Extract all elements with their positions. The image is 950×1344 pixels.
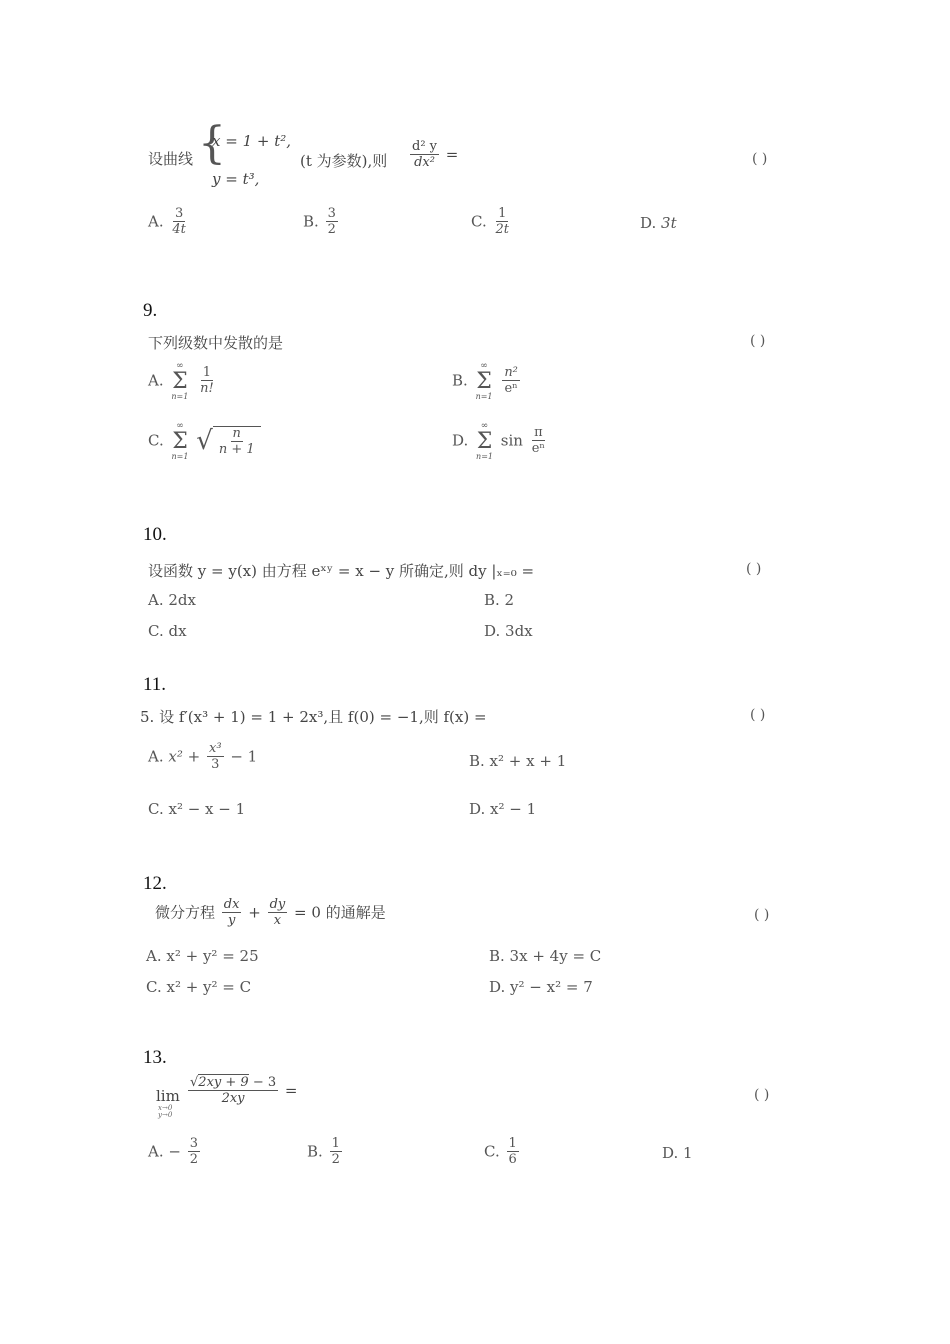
q11-number: 11. (143, 674, 167, 695)
q11-option-c: C. x² − x − 1 (148, 800, 246, 818)
q8-option-b: B. $\frac{3}{2}$ (303, 206, 336, 238)
q11-answer-paren: ( ) (750, 707, 766, 723)
q11-option-b: B. x² + x + 1 (469, 752, 567, 770)
q12-answer-paren: ( ) (754, 907, 770, 923)
q10-option-d: D. 3dx (484, 622, 533, 640)
q13-option-b: B. $\frac{1}{2}$ (307, 1136, 340, 1168)
q10-option-b: B. 2 (484, 591, 515, 609)
q12-number: 12. (143, 873, 167, 894)
q13-lim: lim (156, 1087, 180, 1105)
q10-option-a: A. 2dx (148, 591, 196, 609)
q13-option-d: D. 1 (662, 1144, 693, 1162)
q12-option-b: B. 3x + 4y = C (489, 947, 602, 965)
sum-symbol: ∞ Σ n=1 (476, 421, 493, 461)
q8-derivative: $\frac{\text{d² y}}{\text{dx²}}$ = (412, 139, 459, 171)
q12-stem: 微分方程 $\frac{dx}{y}$ + $\frac{dy}{x}$ = 0 的通解是 (155, 897, 386, 929)
q8-stem-prefix: 设曲线 (148, 150, 194, 168)
q13-expression: $\frac{√2xy + 9 - 3}{2xy}$ = (190, 1075, 298, 1107)
q13-option-c: C. $\frac{1}{6}$ (484, 1136, 517, 1168)
sum-symbol: ∞ Σ n=1 (475, 361, 493, 401)
q13-option-a: A. − $\frac{3}{2}$ (148, 1136, 199, 1168)
q10-number: 10. (143, 524, 167, 545)
q9-option-d: D. ∞ Σ n=1 sin $\frac{\pi}{\text{eⁿ}}$ (452, 421, 546, 461)
q9-stem: 下列级数中发散的是 (148, 334, 284, 352)
sum-symbol: ∞ Σ n=1 (171, 421, 189, 461)
q12-option-a: A. x² + y² = 25 (146, 947, 259, 965)
q8-line2: y = t³, (212, 170, 260, 188)
q8-option-d: D. 3t (640, 214, 677, 232)
q11-option-d: D. x² − 1 (469, 800, 537, 818)
q10-option-c: C. dx (148, 622, 187, 640)
q8-option-a: A. $\frac{3}{4t}$ (148, 206, 186, 238)
q13-answer-paren: ( ) (754, 1087, 770, 1103)
q12-option-c: C. x² + y² = C (146, 978, 252, 996)
q11-option-a: A. x² + $\frac{\text{x³}}{3}$ − 1 (148, 741, 258, 773)
q8-option-c: C. $\frac{1}{2t}$ (471, 206, 509, 238)
q9-number: 9. (143, 300, 158, 321)
q9-option-c: C. ∞ Σ n=1 √ $\frac{n}{n + 1}$ (148, 422, 261, 461)
sum-symbol: ∞ Σ n=1 (171, 361, 189, 401)
q13-lim-sub: x→0 y→0 (158, 1104, 173, 1119)
q12-option-d: D. y² − x² = 7 (489, 978, 593, 996)
q10-stem: 设函数 y = y(x) 由方程 eˣʸ = x − y 所确定,则 dy |ₓ₌₀ = (148, 562, 535, 580)
q9-answer-paren: ( ) (750, 333, 766, 349)
q8-line1: x = 1 + t², (212, 132, 292, 150)
q9-option-a: A. ∞ Σ n=1 $\frac{1}{n!}$ (148, 361, 214, 401)
q11-stem: 5. 设 f′(x³ + 1) = 1 + 2x³,且 f(0) = −1,则 f(x) = (140, 708, 487, 726)
q13-number: 13. (143, 1047, 167, 1068)
q9-option-b: B. ∞ Σ n=1 $\frac{\text{n²}}{\text{eⁿ}}$ (452, 361, 518, 401)
q10-answer-paren: ( ) (746, 561, 762, 577)
q8-middle: (t 为参数),则 (300, 152, 388, 170)
q8-brace: { (198, 118, 226, 169)
q8-answer-paren: ( ) (752, 151, 768, 167)
